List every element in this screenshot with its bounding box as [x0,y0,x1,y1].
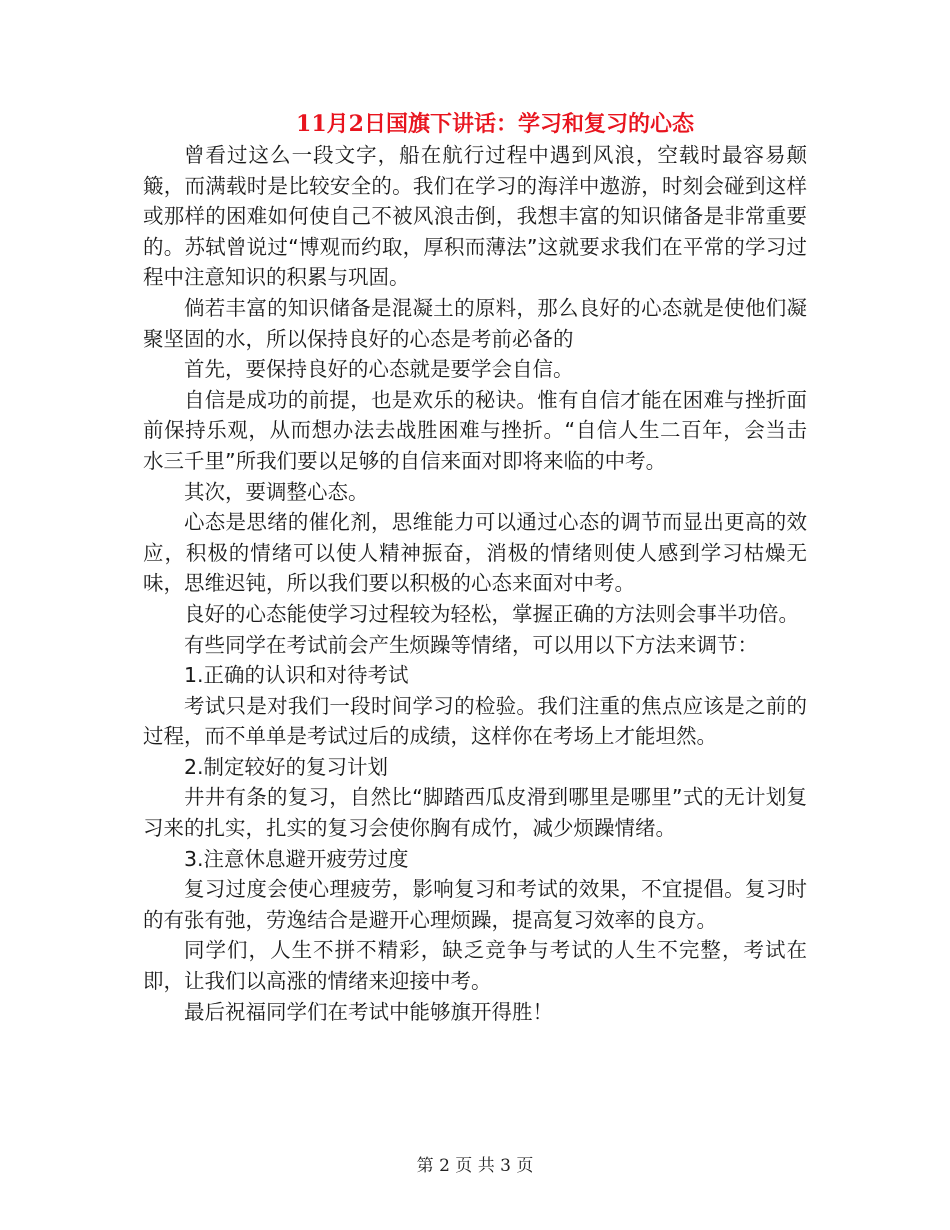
list-heading: 3.注意休息避开疲劳过度 [184,846,409,871]
paragraph: 良好的心态能使学习过程较为轻松，掌握正确的方法则会事半功倍。 [184,601,799,626]
list-heading: 1.正确的认识和对待考试 [184,663,409,688]
paragraph: 自信是成功的前提，也是欢乐的秘诀。惟有自信才能在困难与挫折面前保持乐观，从而想办法去战胜困难与挫折。“自信人生二百年，会当击水三千里”所我们要以足够的自信来面对即将来临的中考。 [143,387,807,473]
paragraph: 复习过度会使心理疲劳，影响复习和考试的效果，不宜提倡。复习时的有张有弛，劳逸结合是避开心理烦躁，提高复习效率的良方。 [143,877,807,932]
paragraph: 井井有条的复习，自然比“脚踏西瓜皮滑到哪里是哪里”式的无计划复习来的扎实，扎实的复习会使你胸有成竹，减少烦躁情绪。 [143,785,807,841]
paragraph: 同学们，人生不拼不精彩，缺乏竞争与考试的人生不完整，考试在即，让我们以高涨的情绪来迎接中考。 [143,938,807,994]
paragraph: 考试只是对我们一段时间学习的检验。我们注重的焦点应该是之前的过程，而不单单是考试过后的成绩，这样你在考场上才能坦然。 [143,693,807,749]
paragraph: 有些同学在考试前会产生烦躁等情绪，可以用以下方法来调节： [184,632,758,657]
paragraph: 其次，要调整心态。 [184,479,369,504]
paragraph: 首先，要保持良好的心态就是要学会自信。 [184,357,574,382]
list-heading: 2.制定较好的复习计划 [184,754,389,779]
paragraph: 倘若丰富的知识储备是混凝土的原料，那么良好的心态就是使他们凝聚坚固的水，所以保持良好的心态是考前必备的 [143,295,807,351]
paragraph: 心态是思绪的催化剂，思维能力可以通过心态的调节而显出更高的效应，积极的情绪可以使人精神振奋，消极的情绪则使人感到学习枯燥无味，思维迟钝，所以我们要以积极的心态来面对中考。 [143,510,807,596]
document-body [143,140,807,1027]
page-footer [0,1155,950,1177]
paragraph: 最后祝福同学们在考试中能够旗开得胜！ [184,999,553,1024]
page-number: 第 2 页 共 3 页 [416,1156,534,1176]
paragraph: 曾看过这么一段文字，船在航行过程中遇到风浪，空载时最容易颠簸，而满载时是比较安全的。我们在学习的海洋中遨游，时刻会碰到这样或那样的困难如何使自己不被风浪击倒，我想丰富的知识储备是非常重要的。苏轼曾说过“博观而约取，厚积而薄法”这就要求我们在平常的学习过程中注意知识的积累与巩固。 [143,143,807,290]
document-title: 11月2日国旗下讲话：学习和复习的心态 [296,111,694,137]
